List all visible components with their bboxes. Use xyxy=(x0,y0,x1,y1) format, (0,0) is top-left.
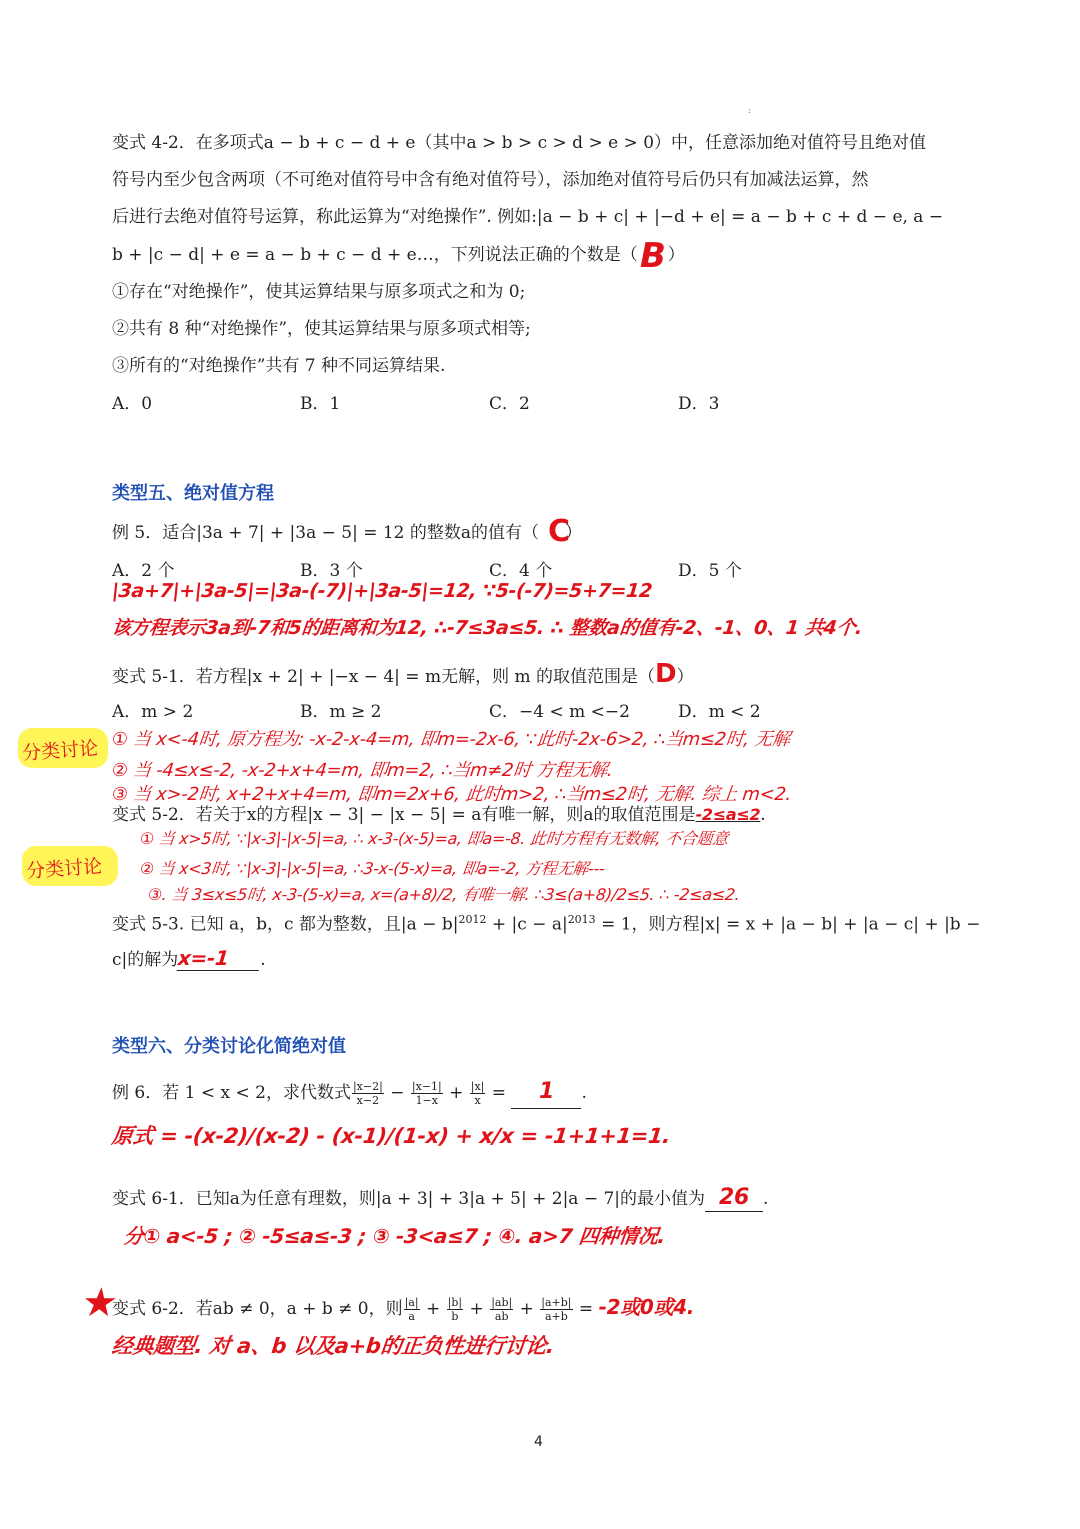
problem-4-2-line1: 变式 4-2．在多项式a − b + c − d + e（其中a > b > c > d > e > 0）中，任意添加绝对值符号且绝对值 xyxy=(112,133,927,153)
handwritten-note-6-2: 经典题型. 对 a、b 以及a+b的正负性进行讨论. xyxy=(110,1334,556,1358)
option-a: A．m > 2 xyxy=(112,702,194,722)
handwritten-answer-6-1: 26 xyxy=(719,1185,750,1210)
example-5: 例 5．适合|3a + 7| + |3a − 5| = 12 的整数a的值有（ ） xyxy=(112,523,583,543)
option-d: D．5 个 xyxy=(678,561,742,581)
tag-classify-2: 分类讨论 xyxy=(25,855,103,883)
handwritten-answer-6-2: -2或0或4. xyxy=(598,1295,695,1319)
handwritten-5-1-case1: ① 当 x<-4时, 原方程为: -x-2-x-4=m, 即m=-2x-6, ∵此时-2x-6>2, ∴当m≤2时, 无解 xyxy=(110,729,791,750)
option-c: C．−4 < m <−2 xyxy=(489,702,630,722)
variant-6-1: 变式 6-1．已知a为任意有理数，则|a + 3| + 3|a + 5| + 2|a − 7|的最小值为 26 . xyxy=(112,1185,769,1210)
tag-classify-1: 分类讨论 xyxy=(21,737,99,765)
variant-5-2: 变式 5-2．若关于x的方程|x − 3| − |x − 5| = a有唯一解，则a的取值范围是-2≤a≤2. xyxy=(112,805,766,825)
star-mark: ★ xyxy=(79,1280,120,1326)
handwritten-answer-ex6: 1 xyxy=(538,1079,554,1104)
handwritten-5-1-case3: ③ 当 x>-2时, x+2+x+4=m, 即m=2x+6, 此时m>2, ∴当m≤2时, 无解. 综上 m<2. xyxy=(110,784,793,805)
handwritten-answer-4-2: B xyxy=(640,236,666,276)
handwritten-5-1-case2: ② 当 -4≤x≤-2, -x-2+x+4=m, 即m=2, ∴当m≠2时 方程无解. xyxy=(110,760,614,781)
handwritten-5-2-case3: ③. 当 3≤x≤5时, x-3-(5-x)=a, x=(a+8)/2, 有唯一解. ∴3≤(a+8)/2≤5. ∴ -2≤a≤2. xyxy=(146,885,741,904)
option-d: D．3 xyxy=(678,394,720,414)
handwritten-note-6-1: 分① a<-5 ; ② -5≤a≤-3 ; ③ -3<a≤7 ; ④. a>7 四种情况. xyxy=(122,1224,667,1248)
option-c: C．4 个 xyxy=(489,561,553,581)
variant-5-1: 变式 5-1．若方程|x + 2| + |−x − 4| = m无解，则 m 的取值范围是（D） xyxy=(112,659,694,689)
option-b: B．m ≥ 2 xyxy=(300,702,382,722)
scan-mark: : xyxy=(748,106,751,115)
option-b: B．3 个 xyxy=(300,561,363,581)
handwritten-answer-5-2: -2≤a≤2 xyxy=(695,805,761,824)
handwritten-5-2-case1: ① 当 x>5时, ∵|x-3|-|x-5|=a, ∴ x-3-(x-5)=a, 即a=-8. 此时方程有无数解, 不合题意 xyxy=(138,829,730,848)
handwritten-answer-5-1: D xyxy=(655,659,677,689)
statement-1: ①存在“对绝操作”，使其运算结果与原多项式之和为 0; xyxy=(112,282,526,302)
statement-2: ②共有 8 种“对绝操作”，使其运算结果与原多项式相等; xyxy=(112,319,531,339)
handwritten-note-ex6: 原式 = -(x-2)/(x-2) - (x-1)/(1-x) + x/x = -1+1+1=1. xyxy=(110,1124,672,1148)
handwritten-note-ex5-2: 该方程表示3a到-7和5的距离和为12, ∴-7≤3a≤5. ∴ 整数a的值有-2、-1、0、1 共4个. xyxy=(110,617,864,639)
section-5-heading: 类型五、绝对值方程 xyxy=(112,483,274,504)
section-6-heading: 类型六、分类讨论化简绝对值 xyxy=(112,1036,346,1057)
handwritten-answer-example-5: C xyxy=(548,514,571,549)
variant-5-3-line1: 变式 5-3. 已知 a，b，c 都为整数，且$|a - b|^{2012} + |c - a|^{2013} = 1$，则方程|x| = x + |a − b| + |a − c| + |b − xyxy=(112,913,981,935)
handwritten-note-ex5-1: |3a+7|+|3a-5|=|3a-(-7)|+|3a-5|=12, ∵5-(-7)=5+7=12 xyxy=(110,580,654,602)
variant-6-2: 变式 6-2．若ab ≠ 0，a + b ≠ 0，则 $\frac{|a|}{a}$ + $\frac{|b|}{b}$ + $\frac{|ab|}{ab}$ + $\frac{|a+b|}{a+b}$ = -2或0或4. xyxy=(112,1295,695,1323)
problem-4-2-line3: 后进行去绝对值符号运算，称此运算为“对绝操作”. 例如:|a − b + c| + |−d + e| = a − b + c + d − e, a − xyxy=(112,207,944,227)
option-a: A．0 xyxy=(112,394,153,414)
option-a: A．2 个 xyxy=(112,561,175,581)
handwritten-answer-5-3: x=-1 xyxy=(177,946,262,971)
variant-5-3-line2: c|的解为x=-1 . xyxy=(112,946,266,970)
handwritten-5-2-case2: ② 当 x<3时, ∵|x-3|-|x-5|=a, ∴3-x-(5-x)=a, 即a=-2, 方程无解--- xyxy=(138,859,606,878)
example-6: 例 6．若 1 < x < 2，求代数式 $\frac{|x-2|}{x-2}$ − $\frac{|x-1|}{1-x}$ + $\frac{|x|}{x}$ = 1 . xyxy=(112,1079,587,1107)
problem-4-2-line4: b + |c − d| + e = a − b + c − d + e…，下列说法正确的个数是（ ） xyxy=(112,245,685,265)
page-number: 4 xyxy=(534,1434,543,1450)
statement-3: ③所有的“对绝操作”共有 7 种不同运算结果. xyxy=(112,356,446,376)
option-b: B．1 xyxy=(300,394,341,414)
option-d: D．m < 2 xyxy=(678,702,761,722)
problem-4-2-line2: 符号内至少包含两项（不可绝对值符号中含有绝对值符号），添加绝对值符号后仍只有加减法运算，然 xyxy=(112,170,869,190)
option-c: C．2 xyxy=(489,394,530,414)
